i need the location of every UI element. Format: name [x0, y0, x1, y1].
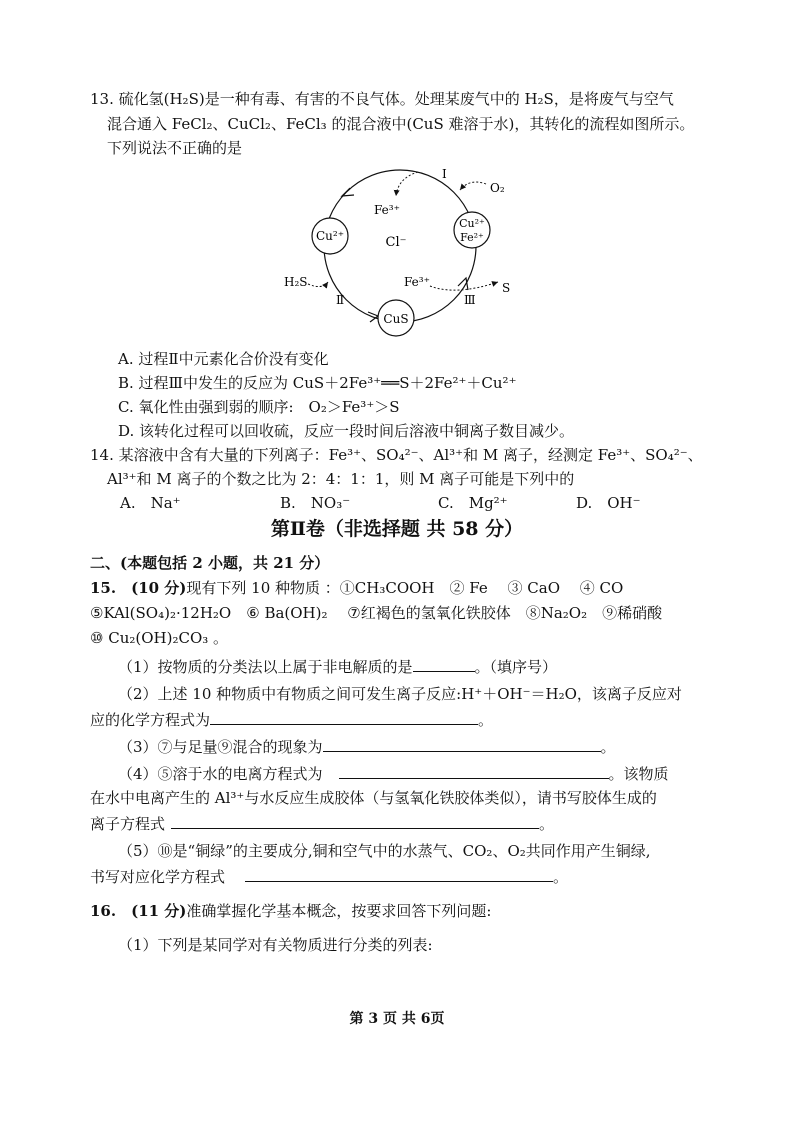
q15-sub-5-text: 书写对应化学方程式 [90, 868, 226, 886]
q15-sub-3 [118, 735, 616, 758]
q15-sub-2-line-1: （2）上述 10 种物质中有物质之间可发生离子反应:H⁺＋OH⁻＝H₂O，该离子反应对 [118, 685, 682, 703]
q15-sub-2-blank[interactable] [210, 708, 478, 725]
q15-sub-4-line-1 [118, 762, 669, 785]
q15-sub-1-text: （1）按物质的分类法以上属于非电解质的是 [118, 658, 413, 676]
q16-line-1-text: 准确掌握化学基本概念，按要求回答下列问题: [186, 902, 492, 920]
q13-option-d: D. 该转化过程可以回收硫，反应一段时间后溶液中铜离子数目减少。 [118, 422, 575, 440]
q15-sub-5-line-2 [90, 865, 568, 888]
q13-line-1: 13. 硫化氢(H₂S)是一种有毒、有害的不良气体。处理某废气中的 H₂S，是将废气与空气 [90, 90, 674, 108]
q15-sub-4-mid: 。该物质 [608, 765, 669, 783]
cycle-arrow-top [342, 188, 354, 196]
cu2-label: Cu²⁺ [315, 229, 345, 243]
o2-label: O₂ [490, 181, 505, 195]
fe3-top-arrow [396, 172, 418, 196]
s-label: S [502, 281, 511, 295]
q15-sub-4-tail: 。 [539, 815, 555, 833]
q13-option-c: C. 氧化性由强到弱的顺序: O₂＞Fe³⁺＞S [118, 398, 400, 416]
q15-sub-4-blank-2[interactable] [171, 812, 539, 829]
fe3-top-label: Fe³⁺ [374, 203, 400, 217]
q15-line-1 [90, 577, 623, 599]
q15-sub-1-blank[interactable] [413, 655, 475, 672]
q13-line-2: 混合通入 FeCl₂、CuCl₂、FeCl₃ 的混合液中(CuS 难溶于水)，其转化的流程如图所示。 [107, 115, 695, 133]
cu2-label-right: Cu²⁺ [459, 217, 485, 230]
step-2-label: Ⅱ [336, 293, 345, 307]
page-footer: 第 3 页 共 6页 [349, 1011, 445, 1027]
q15-line-1-text: 现有下列 10 种物质 ：①CH₃COOH ② Fe ③ CaO ④ CO [186, 579, 624, 597]
fe2-label-right: Fe²⁺ [460, 231, 484, 244]
h2s-label: H₂S [284, 275, 308, 289]
o2-arrow [460, 182, 486, 190]
q15-sub-2-tail: 。 [478, 711, 494, 729]
q16-line-1 [90, 900, 491, 922]
q15-sub-5-tail: 。 [553, 868, 569, 886]
q13-option-a: A. 过程Ⅱ中元素化合价没有变化 [118, 350, 329, 368]
q14-option-a: A. Na⁺ [120, 494, 181, 512]
q15-sub-4-text: （4）⑤溶于水的电离方程式为 [118, 765, 323, 783]
q15-sub-2-text: 应的化学方程式为 [90, 711, 211, 729]
part-2-heading: 第Ⅱ卷（非选择题 共 58 分） [270, 518, 524, 540]
q15-line-2: ⑤KAl(SO₄)₂·12H₂O ⑥ Ba(OH)₂ ⑦红褐色的氢氧化铁胶体 ⑧Na₂O₂ ⑨稀硝酸 [90, 604, 663, 622]
q15-sub-4-blank-1[interactable] [339, 762, 609, 779]
q15-sub-4-ion-label: 离子方程式 [90, 815, 166, 833]
q15-sub-4-line-2: 在水中电离产生的 Al³⁺与水反应生成胶体（与氢氧化铁胶体类似），请书写胶体生成的 [90, 789, 657, 807]
step-3-label: Ⅲ [464, 293, 476, 307]
q14-option-b: B. NO₃⁻ [280, 494, 351, 512]
q15-number: 15. (10 分) [90, 579, 187, 597]
q15-sub-1-tail: 。（填序号） [474, 658, 558, 676]
q15-sub-3-blank[interactable] [323, 735, 601, 752]
q14-line-1: 14. 某溶液中含有大量的下列离子：Fe³⁺、SO₄²⁻、Al³⁺和 M 离子，经测定 Fe³⁺、SO₄²⁻、 [90, 446, 703, 464]
q13-option-b: B. 过程Ⅲ中发生的反应为 CuS＋2Fe³⁺══S＋2Fe²⁺＋Cu²⁺ [118, 374, 517, 392]
section-2-title: 二、(本题包括 2 小题，共 21 分） [90, 554, 330, 572]
step-1-label: Ⅰ [442, 167, 447, 181]
q15-sub-4-line-3 [90, 812, 554, 835]
q14-option-d: D. OH⁻ [576, 494, 641, 512]
q15-sub-5-line-1: （5）⑩是“铜绿”的主要成分,铜和空气中的水蒸气、CO₂、O₂共同作用产生铜绿, [118, 842, 651, 860]
q15-sub-3-tail: 。 [600, 738, 616, 756]
cus-label: CuS [383, 312, 409, 326]
q15-sub-5-blank[interactable] [245, 865, 553, 882]
chloride-label: Cl⁻ [385, 235, 407, 250]
fe3-right-label: Fe³⁺ [404, 275, 430, 289]
q15-sub-1 [118, 655, 557, 678]
q16-sub-1: （1）下列是某同学对有关物质进行分类的列表: [118, 936, 433, 954]
q15-sub-3-text: （3）⑦与足量⑨混合的现象为 [118, 738, 323, 756]
q14-option-c: C. Mg²⁺ [438, 494, 508, 512]
q14-line-2: Al³⁺和 M 离子的个数之比为 2：4：1：1，则 M 离子可能是下列中的 [107, 470, 575, 488]
q15-sub-2-line-2 [90, 708, 493, 731]
conversion-cycle-diagram [270, 158, 540, 338]
q13-line-3: 下列说法不正确的是 [107, 139, 243, 157]
q15-line-3: ⑩ Cu₂(OH)₂CO₃ 。 [90, 629, 229, 647]
q16-number: 16. (11 分) [90, 902, 187, 920]
h2s-arrow [308, 282, 328, 287]
